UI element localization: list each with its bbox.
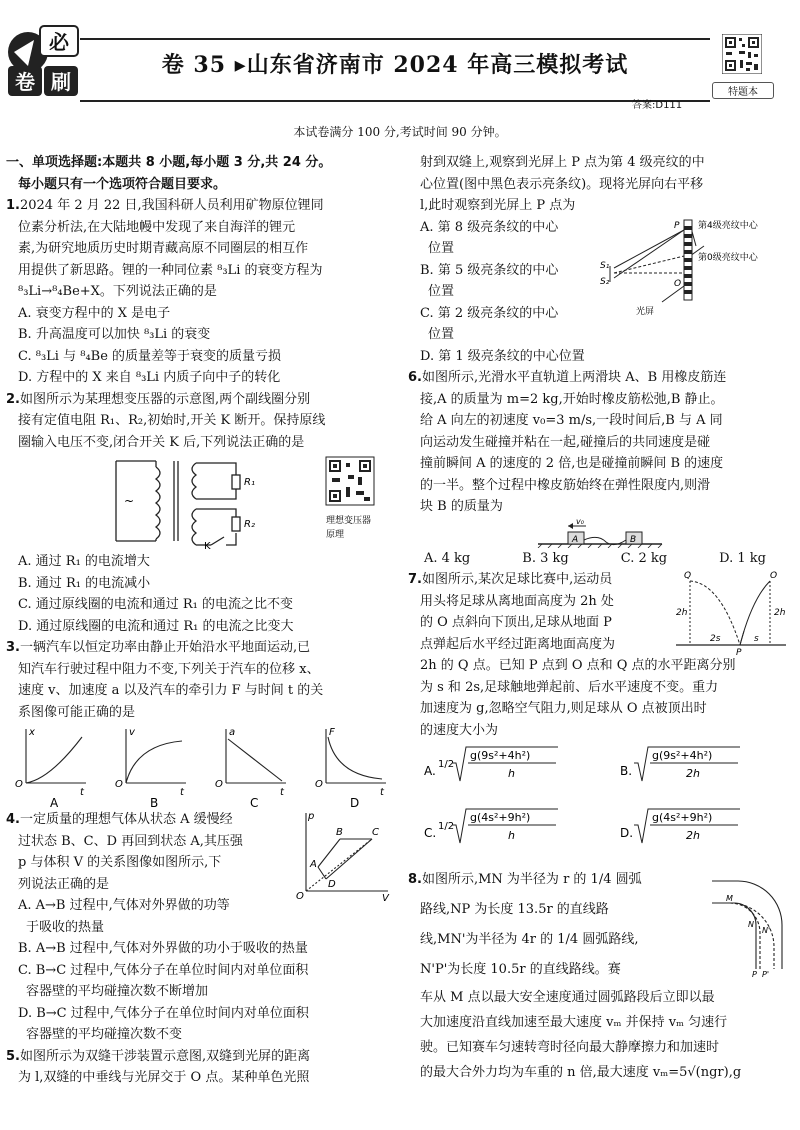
left-column [6, 152, 394, 1089]
q8-line: 线,MN'为半径为 4r 的 1/4 圆弧路线, [420, 932, 639, 947]
q2-line: 如图所示为某理想变压器的示意图,两个副线圈分别 [19, 391, 311, 407]
q5-line: 射到双缝上,观察到光屏上 P 点为第 4 级亮纹的中 [420, 155, 705, 170]
slit-s2: S₂ [600, 277, 610, 287]
q7-line: 2h 的 Q 点。已知 P 点到 O 点和 Q 点的水平距离分别 [420, 658, 736, 673]
q5-option-c: C. 第 2 级亮条纹的中心 [420, 305, 559, 321]
graph-b-yaxis: v [129, 727, 135, 738]
screen-label: 光屏 [636, 307, 655, 317]
fringe-4-label: 第4级亮纹中心 [698, 221, 758, 231]
q1-option-c: C. ⁸₃Li 与 ⁸₄Be 的质量差等于衰变的质量亏损 [18, 348, 282, 364]
point-p: P [752, 970, 757, 977]
section-heading-2: 每小题只有一个选项符合题目要求。 [18, 176, 227, 192]
r1-label: R₁ [244, 477, 255, 488]
question-1 [6, 195, 394, 389]
q2-line: 圈输入电压不变,闭合开关 K 后,下列说法正确的是 [18, 434, 305, 450]
q6-option-a: A. 4 kg [424, 550, 471, 566]
q7-option-c-num: g(4s²+9h²) [470, 811, 531, 824]
q7-line: 的 O 点斜向下顶出,足球从地面 P [420, 615, 612, 630]
q1-line: 位素分析法,在大陆地幔中发现了来自海洋的锂元 [18, 219, 296, 235]
q6-line: 向运动发生碰撞并粘在一起,碰撞后的共同速度是碰 [420, 434, 711, 450]
header [0, 0, 800, 110]
graph-d-yaxis: F [329, 727, 335, 738]
question-6 [408, 367, 794, 569]
q4-option-d-cont: 容器壁的平均碰撞次数不变 [26, 1027, 183, 1042]
q1-option-b: B. 升高温度可以加快 ⁸₃Li 的衰变 [18, 327, 211, 342]
q7-option-c-label: C. [424, 826, 437, 840]
qr-caption: 理想变压器 [326, 516, 372, 526]
logo-char-juan: 卷 [15, 70, 35, 94]
q8-line: 大加速度沿直线加速至最大速度 vₘ 并保持 vₘ 匀速行 [420, 1015, 728, 1030]
graph-d-origin: O [315, 779, 323, 790]
double-slit-figure [600, 216, 794, 324]
page-title: 卷 35 ▸山东省济南市 2024 年高三模拟考试 [161, 52, 629, 78]
answer-code: 答案:D111 [632, 100, 683, 111]
slit-point-p: P [674, 221, 680, 231]
q4-line: 列说法正确的是 [18, 876, 110, 892]
q2-option-d: D. 通过原线圈的电流和通过 R₁ 的电流之比变大 [18, 618, 294, 634]
q3-line: 知汽车行驶过程中阻力不变,下列关于汽车的位移 x、 [18, 661, 320, 677]
q6-line: 的一半。整个过程中橡皮筋始终在弹性限度内,则滑 [420, 477, 711, 493]
dist-2s: 2s [710, 634, 721, 644]
switch-k-label: K [204, 541, 211, 551]
logo-char-shua: 刷 [51, 70, 71, 94]
q5-option-c-cont: 位置 [428, 327, 455, 342]
point-n: N [748, 920, 754, 929]
q5-option-d: D. 第 1 级亮条纹的中心位置 [420, 348, 585, 364]
q1-option-a: A. 衰变方程中的 X 是电子 [18, 305, 171, 321]
q1-line: ⁸₃Li→⁸₄Be+X。下列说法正确的是 [18, 284, 217, 299]
q5-option-a-cont: 位置 [428, 241, 455, 256]
q4-option-a-cont: 于吸收的热量 [26, 919, 105, 935]
football-figure [670, 569, 790, 655]
r2-label: R₂ [244, 519, 255, 530]
graph-c-yaxis: a [229, 727, 236, 738]
transformer-figure [6, 453, 394, 551]
pv-point-d: D [328, 879, 336, 890]
q2-option-b: B. 通过 R₁ 的电流减小 [18, 575, 151, 591]
slit-s1: S₁ [600, 261, 610, 271]
q7-option-d-num: g(4s²+9h²) [652, 811, 713, 824]
fringe-0-label: 第0级亮纹中心 [698, 253, 758, 263]
question-number: 6. [408, 370, 422, 385]
q7-option-b-num: g(9s²+4h²) [652, 749, 713, 762]
q1-line: 用提供了新思路。锂的一种同位素 ⁸₃Li 的衰变方程为 [18, 262, 323, 278]
qr-label: 特题本 [712, 82, 774, 99]
graph-b-label: B [150, 796, 159, 809]
q7-option-c-coef: 1/2 [438, 821, 455, 832]
graph-c-label: C [250, 796, 259, 809]
height-2h-right: 2h [774, 608, 786, 618]
point-o: O [770, 571, 778, 581]
q4-option-c-cont: 容器壁的平均碰撞次数不断增加 [26, 984, 209, 999]
point-p: P [736, 648, 742, 655]
pv-origin: O [296, 891, 304, 901]
q4-option-a: A. A→B 过程中,气体对外界做的功等 [18, 898, 230, 913]
q6-line: 如图所示,光滑水平直轨道上两滑块 A、B 用橡皮筋连 [421, 370, 727, 385]
question-number: 5. [6, 1048, 20, 1064]
q6-line: 接,A 的质量为 m=2 kg,开始时橡皮筋松弛,B 静止。 [420, 391, 724, 407]
q8-line: 车从 M 点以最大安全速度通过圆弧路段后立即以最 [420, 990, 715, 1005]
q1-line: 2024 年 2 月 22 日,我国科研人员利用矿物原位锂同 [19, 198, 324, 213]
pv-point-b: B [336, 827, 343, 838]
dist-s: s [754, 634, 759, 644]
sliders-figure [408, 518, 794, 548]
q4-line: 过状态 B、C、D 再回到状态 A,其压强 [18, 833, 243, 849]
ac-source-label: ~ [124, 494, 135, 508]
q5-line: l,此时观察到光屏上 P 点为 [420, 198, 576, 213]
q6-line: 给 A 向左的初速度 v₀=3 m/s,一段时间后,B 与 A 同 [420, 413, 723, 428]
qr-caption-2: 原理 [326, 530, 345, 540]
q6-option-d: D. 1 kg [719, 550, 766, 566]
q5-line: 如图所示为双缝干涉装置示意图,双缝到光屏的距离 [19, 1048, 311, 1064]
pv-diagram [292, 809, 392, 901]
motion-graphs [6, 723, 394, 809]
q7-option-d-label: D. [620, 826, 634, 840]
q7-line: 如图所示,某次足球比赛中,运动员 [421, 572, 613, 587]
slider-a-label: A [572, 534, 579, 545]
question-number: 8. [408, 872, 422, 887]
question-2 [6, 389, 394, 638]
q1-line: 素,为研究地质历史时期青藏高原不同圈层的相互作 [18, 241, 309, 256]
question-8 [408, 865, 794, 1085]
q4-option-d: D. B→C 过程中,气体分子在单位时间内对单位面积 [18, 1005, 309, 1021]
graph-a-label: A [50, 796, 59, 809]
q3-line: 系图像可能正确的是 [18, 704, 136, 720]
q2-line: 接有定值电阻 R₁、R₂,初始时,开关 K 断开。保持原线 [18, 413, 326, 428]
q7-option-a-coef: 1/2 [438, 759, 455, 770]
q6-option-b: B. 3 kg [522, 550, 569, 566]
graph-a-xaxis: t [80, 787, 84, 798]
q7-option-b-den: 2h [686, 767, 700, 780]
q8-line: 路线,NP 为长度 13.5r 的直线路 [420, 902, 609, 917]
q6-option-c: C. 2 kg [620, 550, 668, 566]
logo-char-bi: 必 [49, 30, 69, 54]
pv-point-a: A [310, 859, 317, 870]
q7-option-a-den: h [508, 767, 515, 780]
pv-axis-v: V [382, 893, 389, 901]
question-5 [6, 1046, 394, 1089]
q6-line: 撞前瞬间 A 的速度的 2 倍,也是碰撞前瞬间 B 的速度 [420, 456, 724, 471]
q2-option-c: C. 通过原线圈的电流和通过 R₁ 的电流之比不变 [18, 597, 294, 612]
question-number: 2. [6, 391, 20, 407]
q2-option-a: A. 通过 R₁ 的电流增大 [18, 554, 150, 569]
point-m: M [726, 894, 733, 903]
q3-line: 一辆汽车以恒定功率由静止开始沿水平地面运动,已 [19, 640, 311, 655]
q4-line: 一定质量的理想气体从状态 A 缓慢经 [19, 812, 233, 827]
q4-line: p 与体积 V 的关系图像如图所示,下 [18, 855, 222, 870]
q7-line: 点弹起后水平经过距离地面高度为 [420, 636, 616, 652]
q7-line: 为 s 和 2s,足球触地弹起前、后水平速度不变。重力 [420, 679, 719, 695]
q7-option-c-den: h [508, 829, 515, 842]
question-3 [6, 637, 394, 809]
q5-option-b-cont: 位置 [428, 284, 455, 299]
question-number: 1. [6, 198, 20, 213]
pv-axis-p: p [308, 811, 315, 822]
q8-line: N'P'为长度 10.5r 的直线路线。赛 [420, 962, 621, 977]
q5-line: 为 l,双缝的中垂线与光屏交于 O 点。某种单色光照 [18, 1070, 310, 1085]
graph-c-origin: O [215, 779, 223, 790]
graph-a-yaxis: x [29, 727, 35, 738]
qr-code-icon[interactable] [722, 34, 762, 74]
q4-option-c: C. B→C 过程中,气体分子在单位时间内对单位面积 [18, 962, 309, 978]
question-number: 3. [6, 640, 20, 655]
v0-label: v₀ [576, 517, 584, 526]
height-2h-left: 2h [676, 608, 688, 618]
q7-line: 的速度大小为 [420, 722, 499, 738]
q3-line: 速度 v、加速度 a 以及汽车的牵引力 F 与时间 t 的关 [18, 683, 324, 698]
q7-option-d-den: 2h [686, 829, 700, 842]
race-track-figure [708, 873, 790, 977]
pv-point-c: C [372, 827, 379, 838]
question-number: 7. [408, 572, 422, 587]
point-q: Q [684, 571, 692, 581]
q4-option-b: B. A→B 过程中,气体对外界做的功小于吸收的热量 [18, 941, 308, 956]
q6-options [408, 548, 794, 570]
q6-line: 块 B 的质量为 [420, 499, 503, 514]
point-p-prime: P' [762, 970, 770, 977]
graph-c-xaxis: t [280, 787, 284, 798]
question-7 [408, 569, 794, 865]
q5-option-a: A. 第 8 级亮条纹的中心 [420, 219, 559, 235]
q8-line: 的最大合外力均为车重的 n 倍,最大速度 vₘ=5√(ngr),g [420, 1065, 742, 1080]
point-n-prime: N' [762, 926, 771, 935]
graph-d-label: D [350, 796, 360, 809]
q7-option-a-num: g(9s²+4h²) [470, 749, 531, 762]
graph-d-xaxis: t [380, 787, 384, 798]
q8-line: 驶。已知赛车匀速转弯时径向最大静摩擦力和加速时 [420, 1040, 720, 1055]
right-column [408, 152, 794, 1085]
q7-option-a-label: A. [424, 764, 436, 778]
question-4 [6, 809, 394, 1046]
q5-line: 心位置(图中黑色表示亮条纹)。现将光屏向右平移 [420, 176, 704, 192]
question-number: 4. [6, 812, 20, 827]
slit-point-o: O [674, 279, 682, 289]
slider-b-label: B [630, 534, 637, 545]
q7-option-b-label: B. [620, 764, 633, 778]
q8-line: 如图所示,MN 为半径为 r 的 1/4 圆弧 [421, 872, 642, 887]
bishua-logo [6, 22, 82, 102]
q7-line: 加速度为 g,忽略空气阻力,则足球从 O 点被顶出时 [420, 701, 707, 716]
q5-option-b: B. 第 5 级亮条纹的中心 [420, 262, 559, 278]
q7-line: 用头将足球从离地面高度为 2h 处 [420, 593, 614, 609]
q7-options [408, 741, 794, 865]
title-box [80, 38, 710, 102]
qr-code-icon [326, 457, 374, 505]
exam-info: 本试卷满分 100 分,考试时间 90 分钟。 [293, 125, 507, 139]
question-5-cont [408, 152, 794, 367]
graph-b-xaxis: t [180, 787, 184, 798]
graph-a-origin: O [15, 779, 23, 790]
section-heading: 一、单项选择题:本题共 8 小题,每小题 3 分,共 24 分。 [6, 155, 332, 170]
q1-option-d: D. 方程中的 X 来自 ⁸₃Li 内质子向中子的转化 [18, 370, 281, 385]
graph-b-origin: O [115, 779, 123, 790]
